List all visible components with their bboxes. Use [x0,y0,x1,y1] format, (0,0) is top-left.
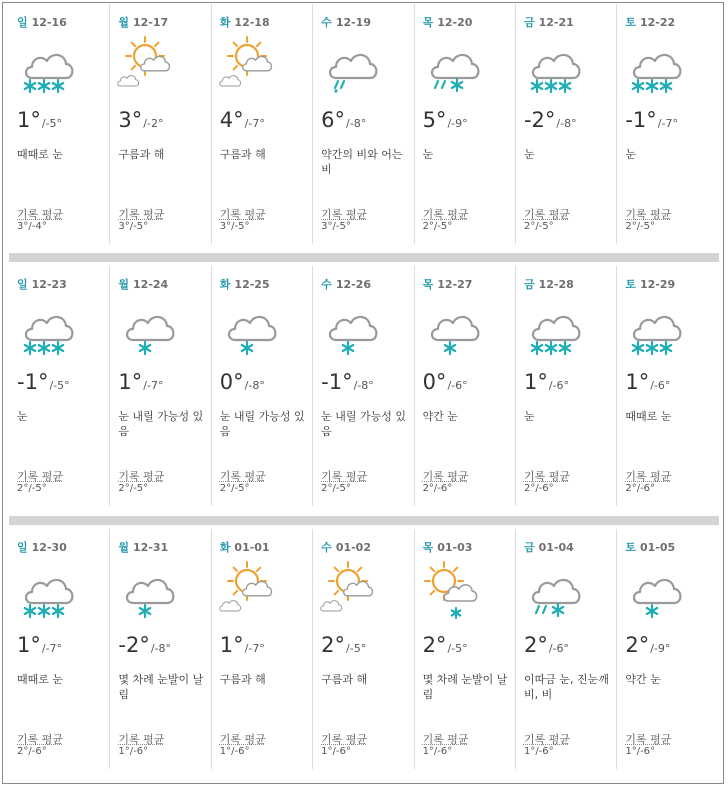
record-average-label[interactable]: 기록 평균 [422,733,469,746]
record-average-value: 2°/-5° [523,221,554,232]
temperature [220,633,265,657]
day-of-week: 목 [422,278,434,291]
weather-description: 구름과 해 [219,673,266,686]
cloud-snow-heavy-icon [622,298,682,358]
weather-description: 구름과 해 [219,148,266,161]
high-temp: 1° [625,370,650,394]
weather-description: 몇 차례 눈발이 날림 [422,673,508,701]
temperature [321,370,374,394]
record-average-value: 2°/-5° [625,221,656,232]
record-average-label[interactable]: 기록 평균 [321,208,368,221]
high-temp: 2° [523,633,548,657]
weather-description: 눈 [523,148,535,161]
high-temp: 1° [118,370,143,394]
low-temp: /-2° [143,117,164,130]
cloud-snow-heavy-icon [521,298,581,358]
day-date [524,276,574,292]
date-label: 12-20 [437,16,473,29]
record-average-label[interactable]: 기록 평균 [219,470,266,483]
day-date [321,14,371,30]
record-average-value: 2°/-6° [625,483,656,494]
record-average-label[interactable]: 기록 평균 [321,733,368,746]
date-label: 01-05 [639,541,676,554]
low-temp: /-7° [244,642,265,655]
day-date [423,276,473,292]
day-of-week: 수 [321,16,332,29]
low-temp: /-6° [548,379,570,392]
record-average-value: 2°/-5° [422,221,453,232]
record-average-value: 1°/-6° [422,746,453,757]
record-average-label[interactable]: 기록 평균 [422,470,469,483]
record-average-label[interactable]: 기록 평균 [625,208,672,221]
day-forecast-card[interactable] [313,4,414,244]
temperature [220,108,265,132]
temperature [423,633,468,657]
date-label: 01-04 [538,541,574,554]
record-average-label[interactable]: 기록 평균 [17,733,64,746]
high-temp: 5° [422,108,447,132]
day-of-week: 화 [219,16,231,29]
day-forecast-card[interactable] [212,4,313,244]
date-label: 01-02 [335,541,371,554]
date-label: 01-03 [437,541,473,554]
date-label: 12-18 [234,16,270,29]
date-label: 12-24 [133,278,169,291]
record-average-value: 1°/-6° [321,746,351,757]
record-average-value: 1°/-6° [219,746,250,757]
low-temp: /-6° [548,642,570,655]
forecast-week-row [9,529,719,769]
date-label: 12-29 [639,278,676,291]
day-forecast-card[interactable] [415,266,516,506]
cloud-snow-light-icon [318,298,378,358]
record-average-value: 2°/-5° [17,483,47,494]
forecast-week-row [9,266,719,506]
high-temp: 0° [219,370,244,394]
record-average-label[interactable]: 기록 평균 [17,208,64,221]
day-date [118,276,168,292]
low-temp: /-5° [447,642,468,655]
low-temp: /-7° [657,117,678,130]
day-of-week: 금 [523,16,535,29]
day-of-week: 토 [625,16,636,29]
weather-description: 눈 [17,410,28,423]
record-average-label[interactable]: 기록 평균 [422,208,469,221]
high-temp: 1° [17,633,41,657]
record-average-label[interactable]: 기록 평균 [625,733,672,746]
record-average-value: 2°/-6° [523,483,554,494]
date-label: 12-31 [133,541,169,554]
weather-description: 때때로 눈 [17,148,64,161]
record-average-value: 1°/-6° [625,746,656,757]
day-forecast-card[interactable] [9,266,110,506]
weather-description: 때때로 눈 [17,673,64,686]
forecast-panel [2,2,724,784]
record-average-label[interactable]: 기록 평균 [118,733,165,746]
date-label: 01-01 [234,541,270,554]
record-average-value: 3°/-4° [17,221,47,232]
sun-cloud-icon [217,561,277,621]
high-temp: 1° [523,370,548,394]
low-temp: /-5° [346,642,367,655]
day-forecast-card[interactable] [9,4,110,244]
record-average-label[interactable]: 기록 평균 [219,733,266,746]
date-label: 12-26 [335,278,371,291]
weather-description: 눈 내릴 가능성 있음 [321,410,407,438]
day-date [423,539,473,555]
high-temp: -1° [17,370,49,394]
day-date [625,539,675,555]
temperature [17,633,62,657]
week-divider [9,253,719,262]
high-temp: 6° [321,108,346,132]
day-date [220,276,270,292]
weather-description: 약간의 비와 어는 비 [321,148,403,176]
day-forecast-card[interactable] [313,529,414,769]
weather-description: 눈 [422,148,434,161]
day-date [524,14,574,30]
record-average-label[interactable]: 기록 평균 [523,208,570,221]
date-label: 12-25 [234,278,270,291]
day-date [423,14,473,30]
low-temp: /-8° [150,642,172,655]
day-date [321,276,371,292]
cloud-snow-light-icon [115,561,175,621]
weather-description: 눈 내릴 가능성 있음 [118,410,204,438]
record-average-value: 1°/-6° [118,746,149,757]
cloud-snow-heavy-icon [521,36,581,96]
day-forecast-card[interactable] [516,529,617,769]
day-of-week: 금 [523,541,535,554]
weather-description: 때때로 눈 [625,410,672,423]
low-temp: /-7° [143,379,164,392]
high-temp: 3° [118,108,143,132]
record-average-value: 2°/-5° [321,483,351,494]
cloud-snow-light-icon [420,298,480,358]
day-forecast-card[interactable] [110,4,211,244]
low-temp: /-7° [41,642,63,655]
day-forecast-card[interactable] [415,529,516,769]
cloud-snow-heavy-icon [622,36,682,96]
day-of-week: 목 [422,16,434,29]
day-of-week: 일 [17,16,28,29]
cloud-rain-snow-icon [420,36,480,96]
temperature [625,633,670,657]
day-forecast-card[interactable] [516,4,617,244]
day-of-week: 수 [321,541,332,554]
high-temp: -2° [118,633,150,657]
cloud-snow-heavy-icon [14,561,74,621]
day-date [625,14,675,30]
record-average-value: 2°/-5° [219,483,250,494]
high-temp: 4° [219,108,244,132]
weather-description: 눈 내릴 가능성 있음 [219,410,305,438]
high-temp: -1° [321,370,353,394]
day-of-week: 화 [219,541,231,554]
record-average-value: 3°/-5° [219,221,250,232]
temperature [625,370,670,394]
day-date [524,539,574,555]
day-date [220,539,270,555]
temperature [423,370,468,394]
day-date [220,14,270,30]
high-temp: 2° [625,633,650,657]
day-date [118,539,168,555]
record-average-label[interactable]: 기록 평균 [321,470,368,483]
cloud-snow-light-icon [115,298,175,358]
record-average-value: 3°/-5° [321,221,351,232]
sun-cloud-icon [217,36,277,96]
cloud-snow-heavy-icon [14,36,74,96]
record-average-value: 1°/-6° [523,746,554,757]
day-of-week: 월 [118,16,130,29]
day-of-week: 수 [321,278,332,291]
temperature [17,108,62,132]
weather-description: 약간 눈 [625,673,661,686]
date-label: 12-30 [31,541,67,554]
day-forecast-card[interactable] [516,266,617,506]
day-of-week: 화 [219,278,231,291]
high-temp: 1° [17,108,41,132]
low-temp: /-8° [353,379,374,392]
day-of-week: 금 [523,278,535,291]
day-forecast-card[interactable] [617,4,718,244]
low-temp: /-6° [447,379,468,392]
temperature [321,633,366,657]
temperature [118,633,171,657]
day-forecast-card[interactable] [212,266,313,506]
temperature [17,370,70,394]
day-forecast-card[interactable] [212,529,313,769]
temperature [118,108,163,132]
temperature [524,633,569,657]
sun-cloud-snow-icon [420,561,480,621]
date-label: 12-16 [31,16,67,29]
low-temp: /-7° [244,117,265,130]
day-of-week: 토 [625,541,636,554]
temperature [321,108,366,132]
record-average-label[interactable]: 기록 평균 [523,733,570,746]
weather-description: 눈 [523,410,535,423]
day-date [17,14,67,30]
day-forecast-card[interactable] [415,4,516,244]
weather-description: 구름과 해 [321,673,368,686]
low-temp: /-9° [650,642,671,655]
temperature [625,108,678,132]
temperature [524,108,577,132]
day-forecast-card[interactable] [9,529,110,769]
day-date [17,539,67,555]
date-label: 12-28 [538,278,574,291]
cloud-freezing-rain-icon [318,36,378,96]
weather-description: 약간 눈 [422,410,458,423]
day-forecast-card[interactable] [617,266,718,506]
weather-description: 몇 차례 눈발이 날림 [118,673,204,701]
day-of-week: 월 [118,541,130,554]
low-temp: /-6° [650,379,671,392]
temperature [423,108,468,132]
record-average-value: 2°/-5° [118,483,149,494]
day-of-week: 일 [17,278,28,291]
day-of-week: 목 [422,541,434,554]
weather-description: 눈 [625,148,636,161]
day-date [17,276,67,292]
record-average-value: 2°/-6° [422,483,453,494]
high-temp: 0° [422,370,447,394]
date-label: 12-17 [133,16,169,29]
sun-cloud-icon [318,561,378,621]
day-date [625,276,675,292]
date-label: 12-19 [335,16,371,29]
record-average-label[interactable]: 기록 평균 [625,470,672,483]
record-average-label[interactable]: 기록 평균 [17,470,64,483]
date-label: 12-27 [437,278,473,291]
weather-description: 구름과 해 [118,148,165,161]
low-temp: /-8° [556,117,577,130]
temperature [524,370,569,394]
high-temp: -1° [625,108,657,132]
sun-cloud-icon [115,36,175,96]
low-temp: /-5° [41,117,63,130]
record-average-label[interactable]: 기록 평균 [118,208,165,221]
temperature [118,370,163,394]
low-temp: /-8° [346,117,367,130]
day-of-week: 월 [118,278,130,291]
cloud-snow-light-icon [622,561,682,621]
date-label: 12-22 [639,16,676,29]
day-date [321,539,371,555]
high-temp: 1° [219,633,244,657]
day-forecast-card[interactable] [617,529,718,769]
record-average-value: 2°/-6° [17,746,47,757]
cloud-rain-snow-icon [521,561,581,621]
high-temp: 2° [321,633,346,657]
day-forecast-card[interactable] [110,529,211,769]
day-of-week: 일 [17,541,28,554]
cloud-snow-heavy-icon [14,298,74,358]
cloud-snow-light-icon [217,298,277,358]
high-temp: 2° [422,633,447,657]
high-temp: -2° [523,108,556,132]
low-temp: /-9° [447,117,468,130]
low-temp: /-8° [244,379,265,392]
day-forecast-card[interactable] [313,266,414,506]
temperature [220,370,265,394]
date-label: 12-23 [31,278,67,291]
week-divider [9,516,719,525]
record-average-value: 3°/-5° [118,221,149,232]
record-average-label[interactable]: 기록 평균 [523,470,570,483]
forecast-week-row [9,4,719,244]
day-of-week: 토 [625,278,636,291]
weather-description: 이따금 눈, 진눈깨비, 비 [523,673,609,701]
record-average-label[interactable]: 기록 평균 [118,470,165,483]
day-forecast-card[interactable] [110,266,211,506]
low-temp: /-5° [49,379,70,392]
day-date [118,14,168,30]
record-average-label[interactable]: 기록 평균 [219,208,266,221]
date-label: 12-21 [538,16,574,29]
